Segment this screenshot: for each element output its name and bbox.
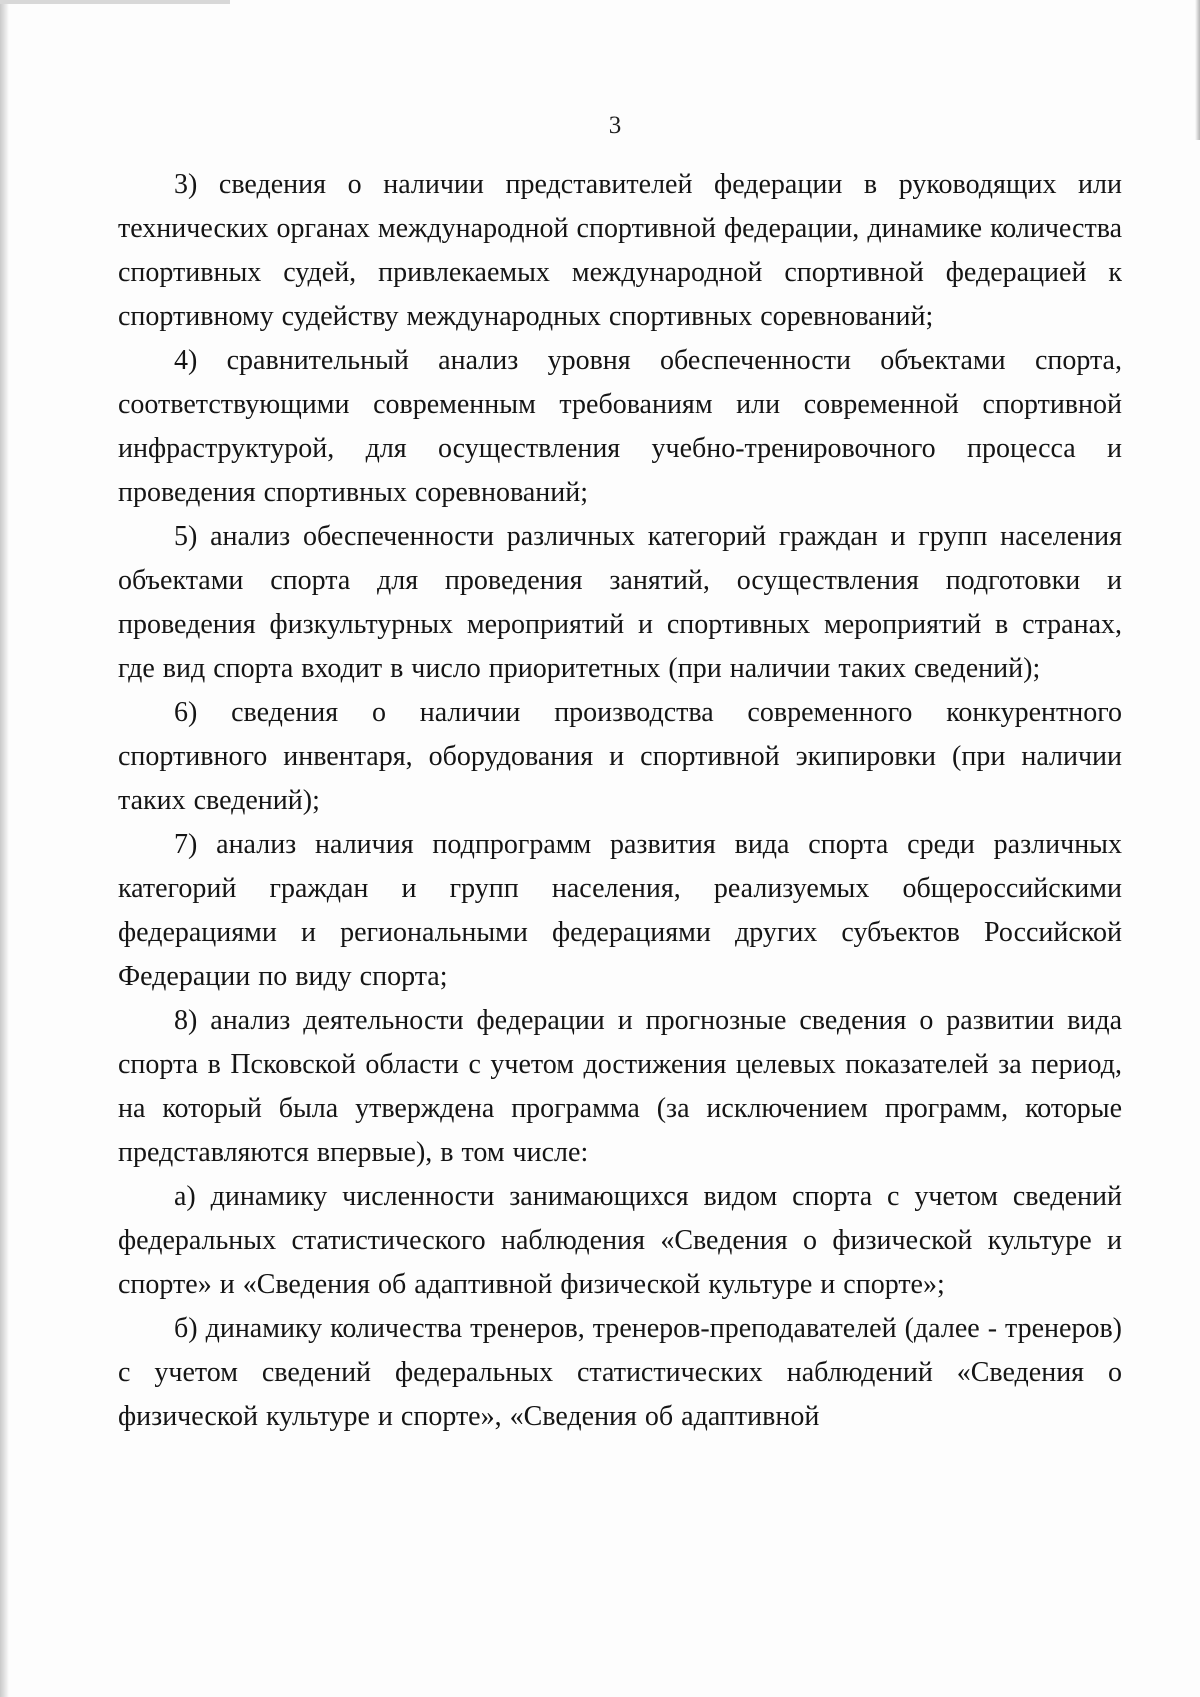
paragraph-item-8: 8) анализ деятельности федерации и прогнозные сведения о развитии вида спорта в Псковской области с учетом достижения целевых показателей за период, на который была утверждена программа (за исключением программ, которые представляются впервые), в том числе: [118, 1005, 1122, 1168]
document-body [118, 163, 1122, 1439]
paragraph-item-6: 6) сведения о наличии производства современного конкурентного спортивного инвентаря, оборудования и спортивной экипировки (при наличии таких сведений); [118, 697, 1122, 816]
paragraph-subitem-b: б) динамику количества тренеров, тренеров-преподавателей (далее - тренеров) с учетом сведений федеральных статистических наблюдений «Сведения о физической культуре и спорте», «Сведения об адаптивной [118, 1313, 1122, 1432]
page-number: 3 [608, 112, 622, 139]
scan-edge-left [0, 0, 9, 1697]
paragraph-item-4: 4) сравнительный анализ уровня обеспеченности объектами спорта, соответствующими современным требованиям или современной спортивной инфраструктурой, для осуществления учебно-тренировочного процесса и проведения спортивных соревнований; [118, 345, 1122, 508]
scan-edge-top [0, 0, 230, 4]
paragraph-subitem-a: а) динамику численности занимающихся видом спорта с учетом сведений федеральных статистического наблюдения «Сведения о физической культуре и спорте» и «Сведения об адаптивной физической культуре и спорте»; [118, 1181, 1122, 1300]
paragraph-item-3: 3) сведения о наличии представителей федерации в руководящих или технических органах международной спортивной федерации, динамике количества спортивных судей, привлекаемых международной спортивной федерацией к спортивному судейству международных спортивных соревнований; [118, 169, 1122, 332]
paragraph-item-5: 5) анализ обеспеченности различных категорий граждан и групп населения объектами спорта для проведения занятий, осуществления подготовки и проведения физкультурных мероприятий и спортивных мероприятий в странах, где вид спорта входит в число приоритетных (при наличии таких сведений); [118, 521, 1122, 684]
paragraph-item-7: 7) анализ наличия подпрограмм развития вида спорта среди различных категорий граждан и групп населения, реализуемых общероссийскими федерациями и региональными федерациями других субъектов Российской Федерации по виду спорта; [118, 829, 1122, 992]
